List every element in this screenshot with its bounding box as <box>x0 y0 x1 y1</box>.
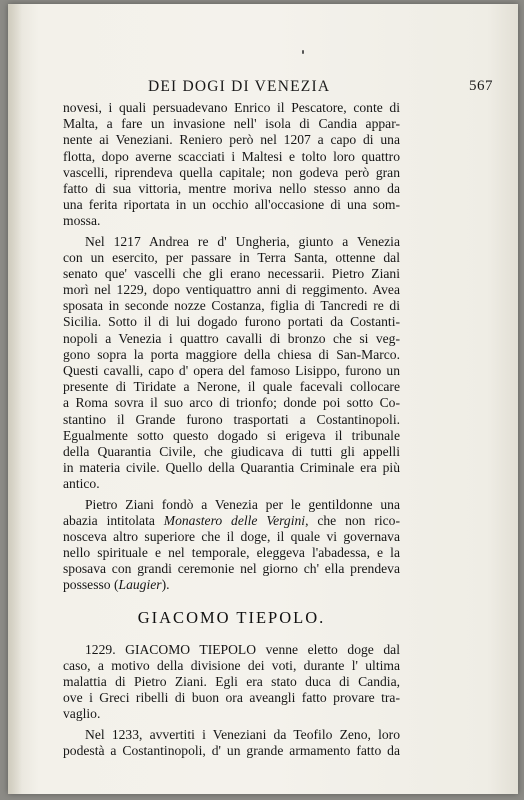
text-line: nente ai Veneziani. Reniero però nel 1207 a capo di una <box>63 132 400 148</box>
text-line: Pietro Ziani fondò a Venezia per le gentildonne una <box>85 496 400 512</box>
text-line: senato que' vascelli che gli erano necessarii. Pietro Ziani <box>63 265 400 281</box>
text-line: Sicilia. Sotto il di lui dogado furono portati da Costanti- <box>63 314 400 330</box>
text-line: in materia civile. Quello della Quarantia Criminale era più <box>63 460 400 476</box>
text-line: novesi, i quali persuadevano Enrico il Pescatore, conte di <box>63 100 400 115</box>
text-line: caso, a motivo della divisione dei voti, durante l' ultima <box>63 657 400 673</box>
text-line: vaglio. <box>63 706 101 722</box>
text-line: sposava con grandi ceremonie nel giorno ch' ella prendeva <box>63 561 400 577</box>
text-line: mossa. <box>63 213 101 229</box>
text-line: antico. <box>63 476 100 492</box>
text-line: con un esercito, per passare in Terra Santa, ottenne dal <box>63 249 400 265</box>
text-line: morì nel 1229, dopo ventiquattro anni di reggimento. Avea <box>63 282 400 298</box>
text-line: Nel 1217 Andrea re d' Ungheria, giunto a Venezia <box>85 233 400 249</box>
text-line: Egualmente sotto questo dogado si erigeva il tribunale <box>63 427 400 443</box>
text-line: abazia intitolata Monastero delle Vergini, che non rico- <box>63 512 400 528</box>
text-line: presente di Tiridate a Nerone, il quale facevali collocare <box>63 379 400 395</box>
text-line: gono sopra la porta maggiore della chiesa di San-Marco. <box>63 346 400 362</box>
book-page <box>8 4 518 794</box>
running-title: DEI DOGI DI VENEZIA <box>148 78 331 95</box>
text-line: stantino il Grande furono trasportati a Costantinopoli. <box>63 411 400 427</box>
text-line: nopoli a Venezia i quattro cavalli di bronzo che si veg- <box>63 330 400 346</box>
text-line: della Quarantia Civile, che giudicava di tutti gli appelli <box>63 443 400 459</box>
running-head <box>63 78 493 98</box>
text-line: Questi cavalli, capo d' opera del famoso Lisippo, furono un <box>63 363 400 378</box>
text-line: Nel 1233, avvertiti i Veneziani da Teofilo Zeno, loro <box>85 726 400 742</box>
text-line: Malta, a fare un invasione nell' isola di Candia appar- <box>63 116 400 132</box>
text-line: podestà a Costantinopoli, d' un grande armamento fatto da <box>63 742 400 758</box>
ink-speck <box>302 50 304 54</box>
text-line: una ferita riportata in un occhio all'occasione di una som- <box>63 197 400 213</box>
page-gutter-shadow <box>8 4 22 794</box>
text-line: 1229. GIACOMO TIEPOLO venne eletto doge dal <box>85 641 400 657</box>
text-line: a Roma sovra il suo arco di trionfo; donde poi sotto Co- <box>63 395 400 411</box>
text-line: sposata in seconde nozze Costanza, figlia di Tancredi re di <box>63 298 400 314</box>
text-line: malattia di Pietro Ziani. Egli era stato duca di Candia, <box>63 674 400 689</box>
text-line: nello spirituale e nel temporale, eleggeva l'abadessa, e la <box>63 545 400 561</box>
text-line: ove i Greci ribelli di buon ora aveangli fatto provare tra- <box>63 690 400 706</box>
body-text <box>63 100 400 759</box>
section-heading: GIACOMO TIEPOLO. <box>137 607 326 627</box>
text-line: nosceva altro superiore che il doge, il quale vi governava <box>63 528 400 544</box>
text-line: flotta, dopo averne scacciati i Maltesi e tolto loro quattro <box>63 148 400 164</box>
page-number: 567 <box>469 78 493 94</box>
text-line: possesso (Laugier). <box>63 577 170 593</box>
text-line: fatto di sua vittoria, mentre moriva nello stesso anno da <box>63 180 400 196</box>
text-line: vascelli, riprendeva quella capitale; non godeva però gran <box>63 164 400 180</box>
